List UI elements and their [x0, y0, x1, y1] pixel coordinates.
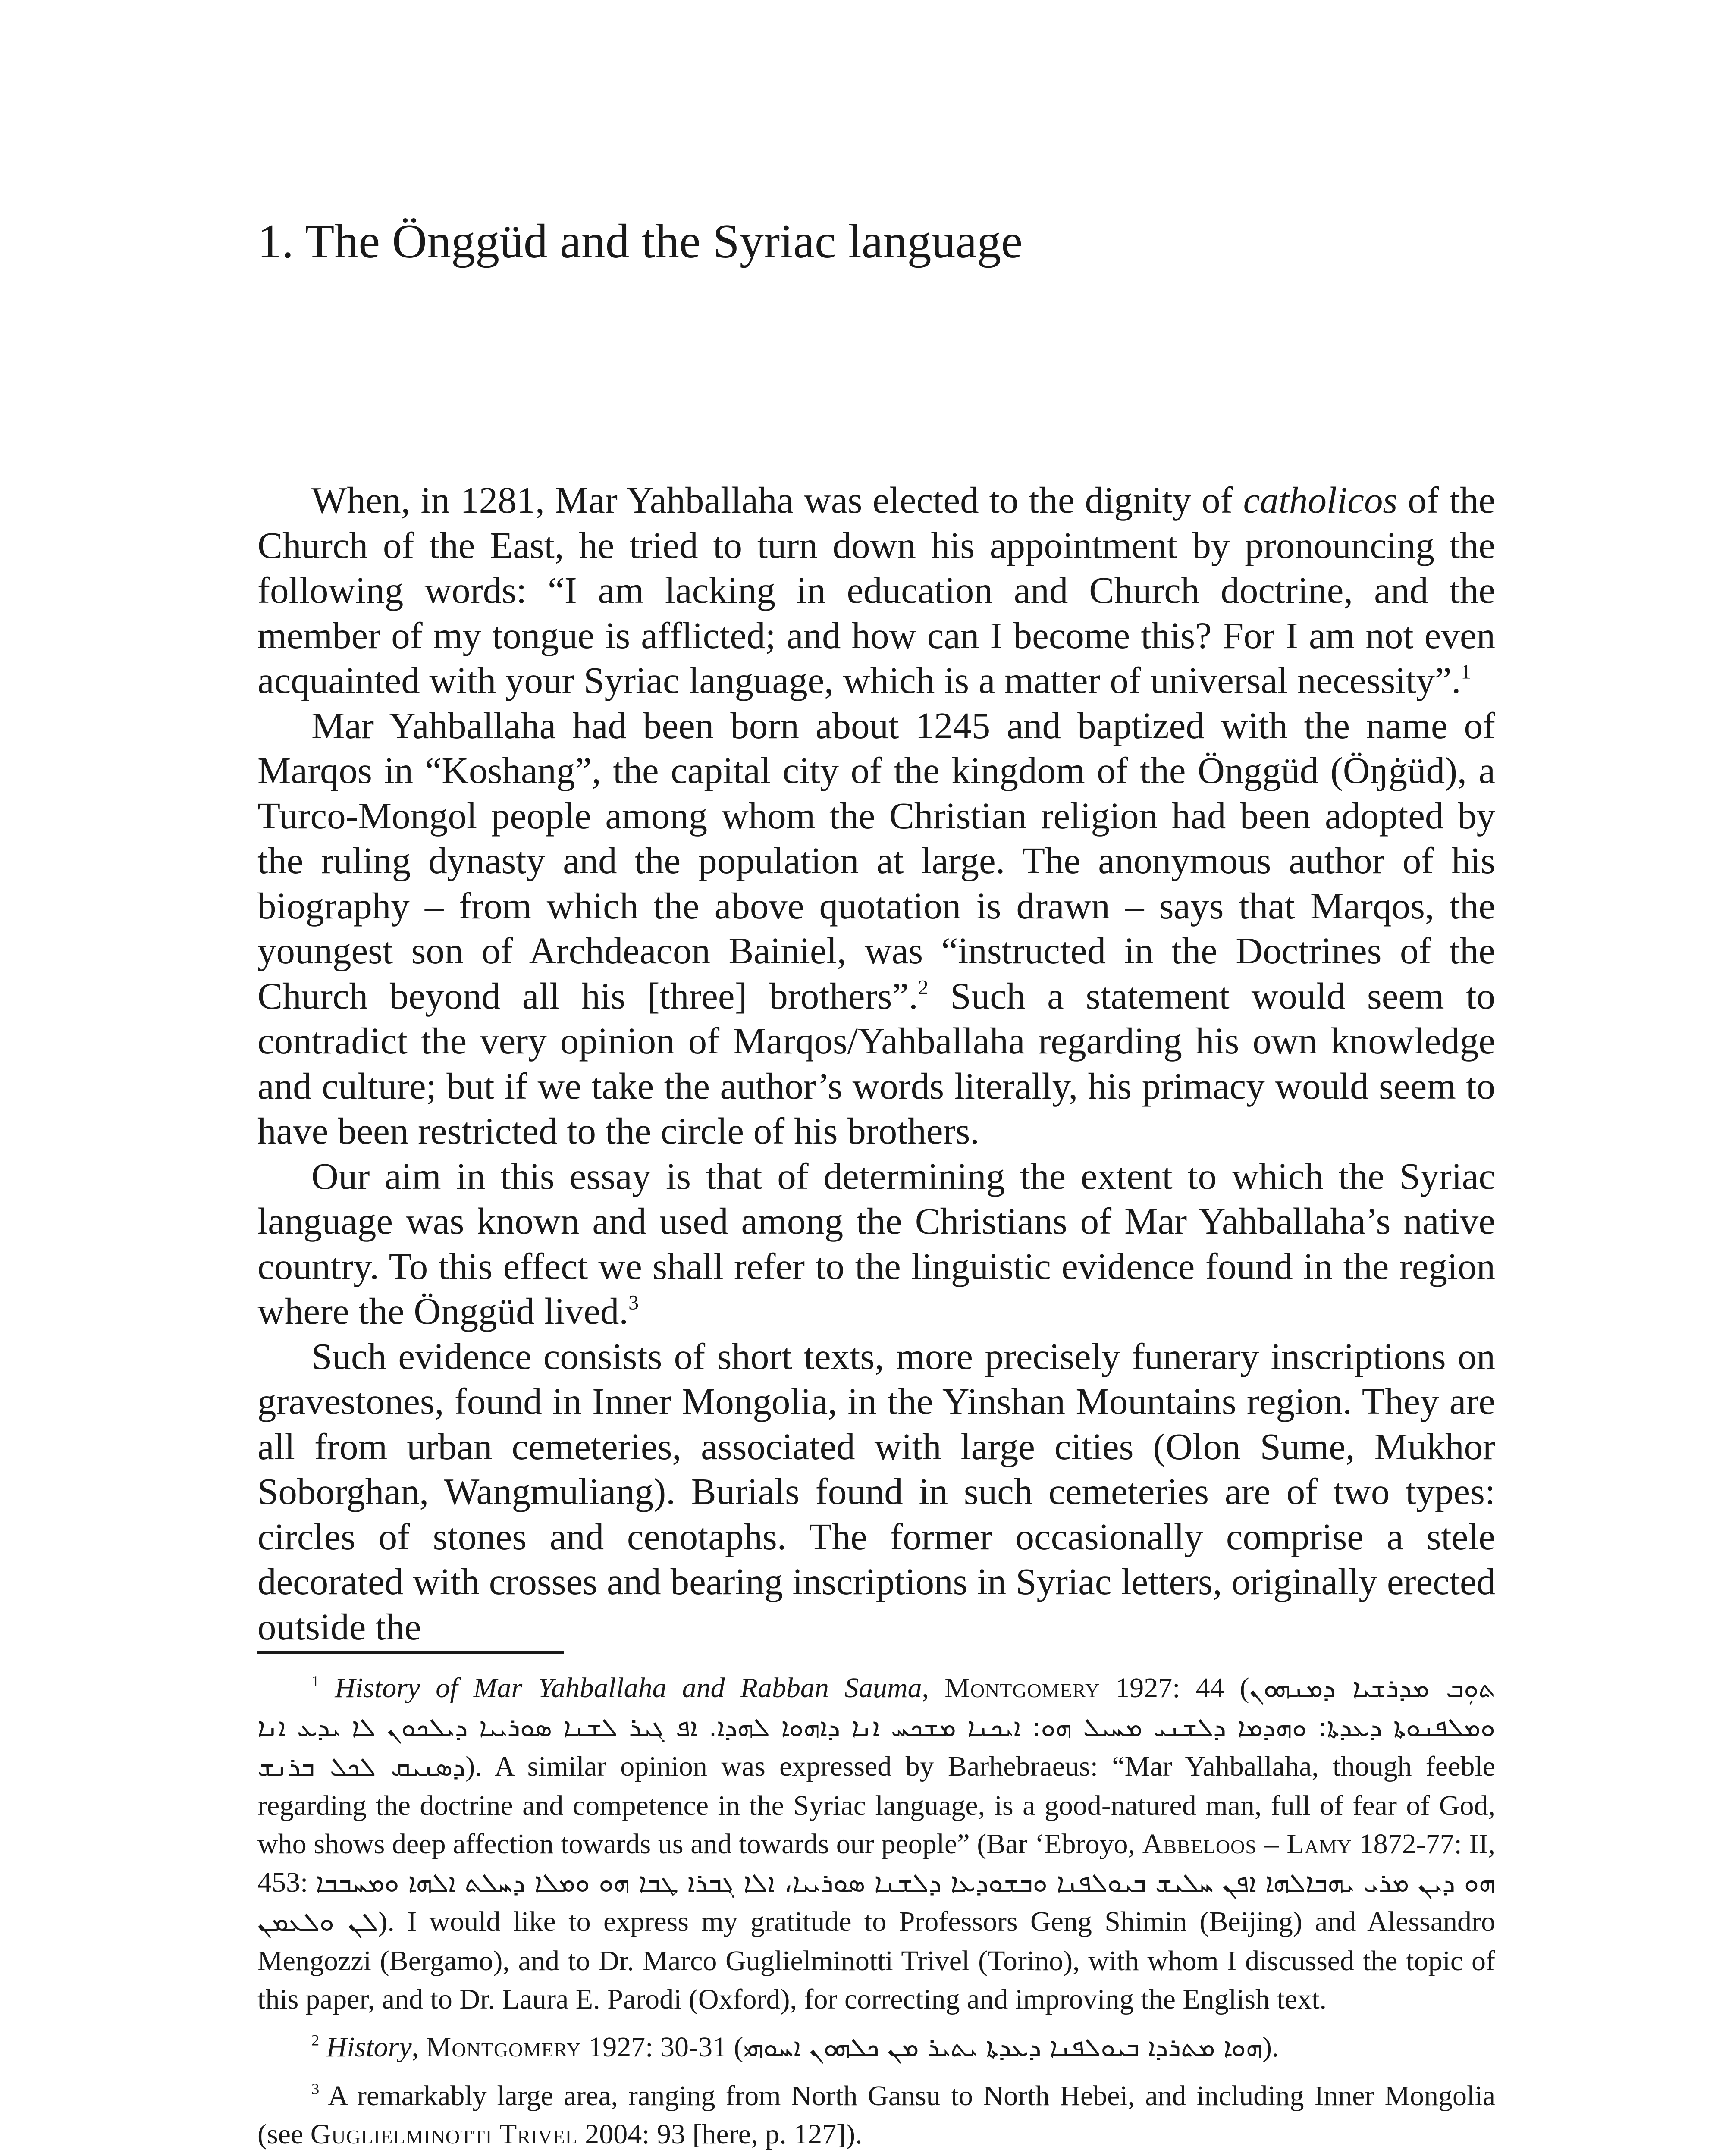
- p1-italic-term: catholicos: [1243, 479, 1398, 521]
- footnote-1-number: 1: [311, 1672, 320, 1690]
- footnote-1-sep: ,: [922, 1672, 945, 1704]
- footnote-3-text-b: 2004: 93 [here, p. 127]).: [577, 2118, 863, 2150]
- footnotes: [257, 1669, 1495, 2156]
- footnote-1-text-1: ). A similar opinion was expressed by Barhebraeus: “Mar Yahballaha, though feeble regarding the doctrine and competence in the Syriac language, is a good-natured man, full of fear of God, who shows deep affection towards us and towards our people” (Bar ‘Ebroyo,: [257, 1751, 1495, 1860]
- footnote-2-number: 2: [311, 2031, 320, 2049]
- paragraph-1: [257, 478, 1495, 703]
- footnote-1: [257, 1669, 1495, 2018]
- footnote-2-syriac: ܗܘܐ ܡܬܪܕܐ ܒܝܘܠܦܢܐ ܕܥܕܬܐ ܝܬܝܪ ܡܢ ܟܠܗܘܢ ܐܚܘܗܝ: [743, 2033, 1262, 2063]
- footnote-ref-1[interactable]: 1: [1461, 660, 1472, 683]
- footnote-1-syriac-1: ܬܘܼܒ ܡܕܪܫܝܐ ܕܡܢܗܘܢ ܘܡܠܦܢܘܬܐ ܕܥܕܬܐ: ܘܗܕܡܐ ܕܠܫܢܝ ܡܚܝܠ ܗܘ: ܐܝܟܢܐ ܡܫܟܚ ܐܢܐ ܕܐܗܘܐ ܠܗܕܐ. ܐܦ ܓܝܪ ܠܫܢܐ ܣܘܪܝܝܐ ܕܝܠܟܘܢ ܠܐ ܝܕܥ ܐܢܐ ܕܣܢܝܩ ܠܟܠ ܒܪܢܫ: [257, 1673, 1496, 1782]
- p4-text-a: Such evidence consists of short texts, more precisely funerary inscriptions on gravestones, found in Inner Mongolia, in the Yinshan Mountains region. They are all from urban cemeteries, associated with large cities (Olon Sume, Mukhor Soborghan, Wangmuliang). Burials found in such cemeteries are of two types: circles of stones and cenotaphs. The former occasionally comprise a stele decorated with crosses and bearing inscriptions in Syriac letters, originally erected outside the: [257, 1335, 1495, 1648]
- footnote-1-text-2: ). I would like to express my gratitude to Professors Geng Shimin (Beijing) and Alessandro Mengozzi (Bergamo), and to Dr. Marco Guglielminotti Trivel (Torino), with whom I discussed the topic of this paper, and to Dr. Laura E. Parodi (Oxford), for correcting and improving the English text.: [257, 1906, 1495, 2015]
- footnote-1-cite-2: 1872-77: II, 453:: [257, 1828, 1495, 1898]
- body-text: [257, 478, 1495, 1649]
- footnote-1-title: History of Mar Yahballaha and Rabban Sauma: [335, 1672, 922, 1704]
- footnote-2: [257, 2028, 1495, 2067]
- footnote-separator: [257, 1651, 564, 1654]
- p3-text-a: Our aim in this essay is that of determining the extent to which the Syriac language was known and used among the Christians of Mar Yahballaha’s native country. To this effect we shall refer to the linguistic evidence found in the region where the Önggüd lived.: [257, 1155, 1495, 1332]
- p2-text-a: Mar Yahballaha had been born about 1245 and baptized with the name of Marqos in “Koshang”, the capital city of the kingdom of the Önggüd (Öŋġüd), a Turco-Mongol people among whom the Christian religion had been adopted by the ruling dynasty and the population at large. The anonymous author of his biography – from which the above quotation is drawn – says that Marqos, the youngest son of Archdeacon Bainiel, was “instructed in the Doctrines of the Church beyond all his [three] brothers”.: [257, 704, 1495, 1017]
- p2-text-b: Such a statement would seem to contradict the very opinion of Marqos/Yahballaha regarding his own knowledge and culture; but if we take the author’s words literally, his primacy would seem to have been restricted to the circle of his brothers.: [257, 975, 1496, 1152]
- footnote-2-close: ).: [1262, 2031, 1279, 2063]
- footnote-1-author-1: Montgomery: [944, 1672, 1100, 1704]
- footnote-2-sep: ,: [411, 2031, 426, 2063]
- footnote-3: [257, 2077, 1495, 2153]
- footnote-1-syriac-2: ܗܘ ܕܝܢ ܡܪܝ ܝܗܒܐܠܗܐ ܐܦܢ ܚܠܝܫ ܒܝܘܠܦܢܐ ܘܒܫܘܕܥܐ ܕܠܫܢܐ ܣܘܪܝܝܐ، ܐܠܐ ܓܒܪܐ ܛܒܐ ܗܘ ܘܡܠܐ ܕܚܠܬ ܐܠܗܐ ܘܡܚܒܒܐ ܠܢ ܘܠܥܡܢ: [257, 1868, 1495, 1937]
- footnote-3-number: 3: [311, 2080, 320, 2098]
- footnote-1-cite-1: 1927: 44 (: [1100, 1672, 1249, 1704]
- footnote-2-cite: 1927: 30-31 (: [581, 2031, 744, 2063]
- footnote-3-author: Guglielminotti Trivel: [310, 2118, 578, 2150]
- p1-text-a: When, in 1281, Mar Yahballaha was elected to the dignity of: [311, 479, 1243, 521]
- chapter-title: 1. The Önggüd and the Syriac language: [257, 215, 1023, 268]
- paragraph-2: [257, 703, 1495, 1154]
- paragraph-4: [257, 1334, 1495, 1650]
- footnote-1-author-2: Abbeloos – Lamy: [1142, 1828, 1352, 1860]
- footnote-2-title: History: [326, 2031, 412, 2063]
- footnote-ref-2[interactable]: 2: [918, 976, 929, 999]
- footnote-3-text-a: A remarkably large area, ranging from North Gansu to North Hebei, and including Inner Mongolia (see: [257, 2080, 1495, 2150]
- footnote-ref-3[interactable]: 3: [628, 1291, 639, 1314]
- paragraph-3: [257, 1154, 1495, 1334]
- p1-text-b: of the Church of the East, he tried to turn down his appointment by pronouncing the following words: “I am lacking in education and Church doctrine, and the member of my tongue is afflicted; and how can I become this? For I am not even acquainted with your Syriac language, which is a matter of universal necessity”.: [257, 479, 1495, 701]
- footnote-2-author: Montgomery: [426, 2031, 581, 2063]
